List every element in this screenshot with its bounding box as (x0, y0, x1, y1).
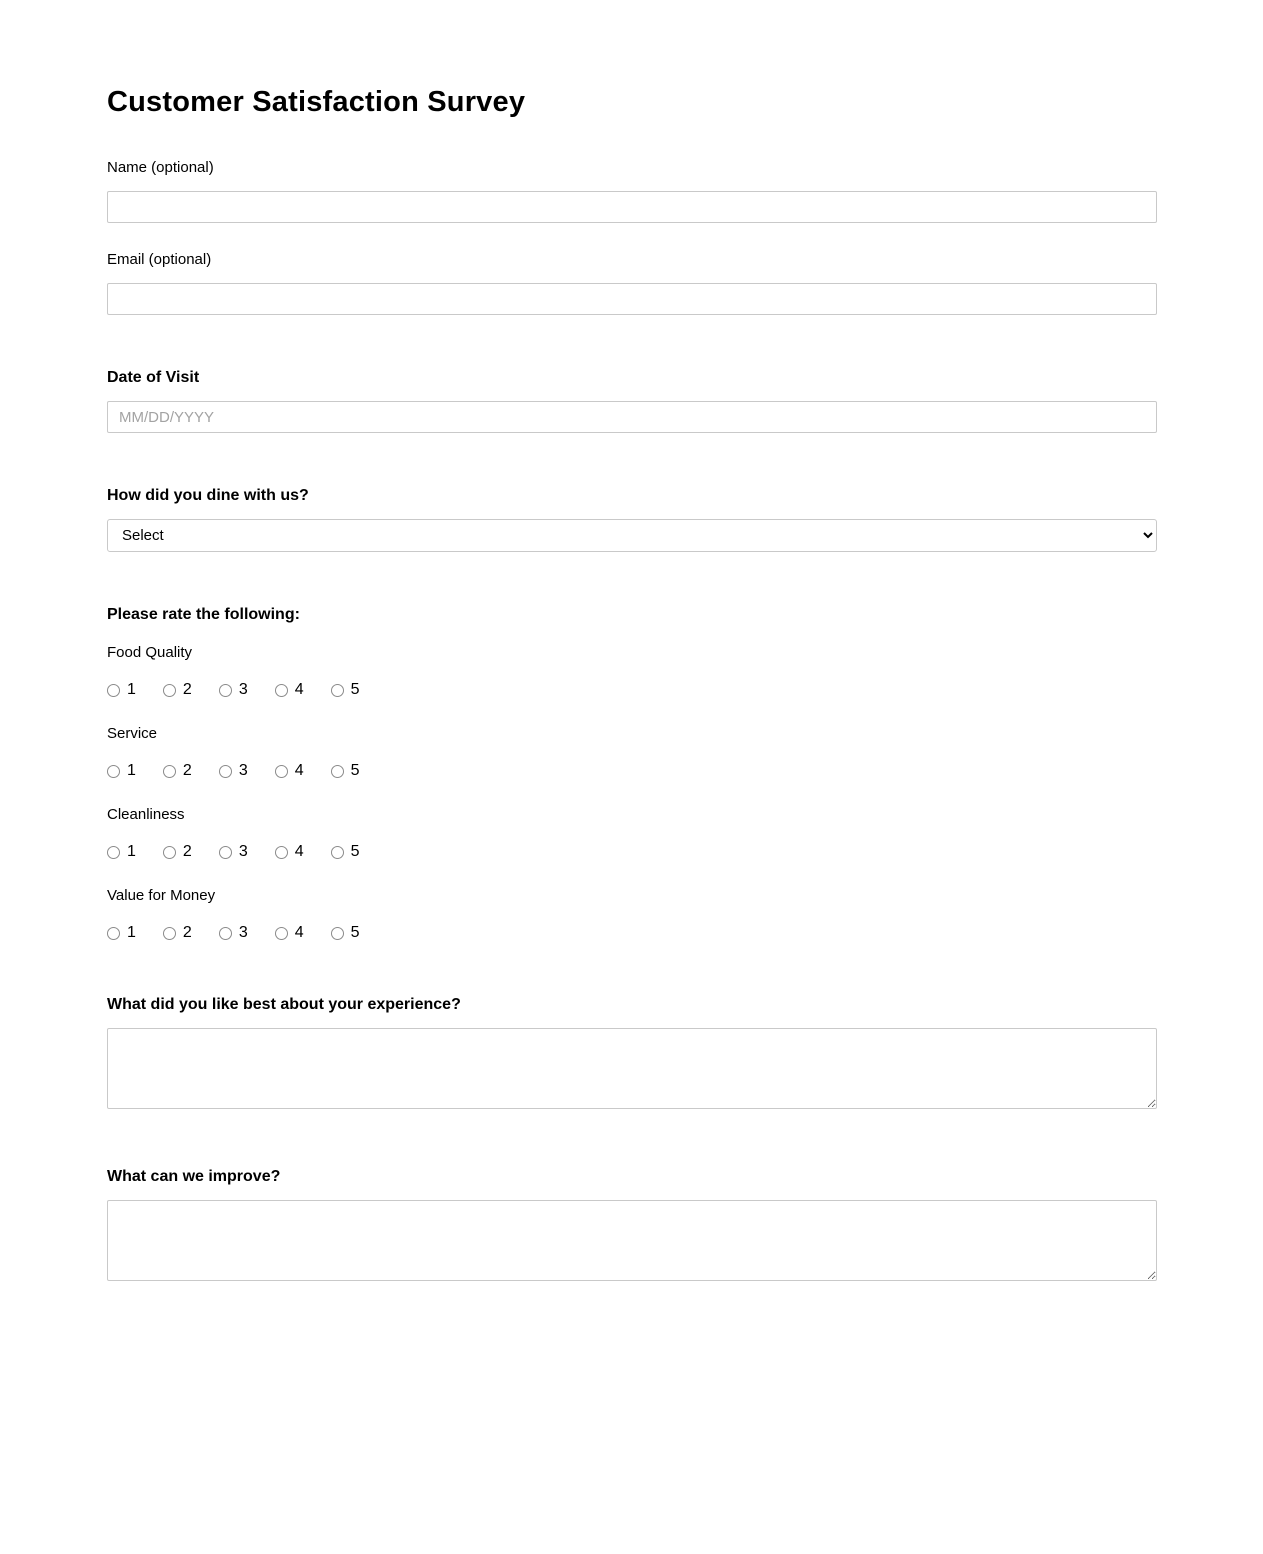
radio-label: 3 (238, 843, 248, 860)
radio-label: 2 (182, 681, 192, 698)
radio-label: 1 (127, 843, 136, 860)
rating-option[interactable] (163, 762, 192, 780)
radio-label: 1 (127, 762, 136, 779)
dine-type-label: How did you dine with us? (107, 487, 309, 504)
rating-radio-row (107, 681, 1157, 699)
rating-option[interactable] (331, 681, 360, 699)
radio-button[interactable] (331, 927, 344, 940)
ratings-section (107, 606, 1157, 942)
radio-label: 3 (238, 924, 248, 941)
radio-button[interactable] (331, 846, 344, 859)
radio-label: 5 (350, 681, 360, 698)
rating-label: Cleanliness (107, 806, 185, 823)
radio-label: 2 (182, 762, 192, 779)
radio-button[interactable] (275, 765, 288, 778)
rating-option[interactable] (107, 762, 136, 780)
rating-option[interactable] (219, 762, 248, 780)
improve-field-group (107, 1168, 1157, 1286)
rating-option[interactable] (331, 843, 360, 861)
rating-label: Service (107, 725, 158, 742)
rating-option[interactable] (107, 681, 136, 699)
liked-best-label: What did you like best about your experience? (107, 996, 461, 1013)
improve-textarea[interactable] (107, 1200, 1157, 1281)
rating-option[interactable] (219, 924, 248, 942)
radio-label: 3 (238, 762, 248, 779)
radio-button[interactable] (107, 684, 120, 697)
rating-group-service (107, 725, 1157, 780)
rating-group-value-for-money (107, 887, 1157, 942)
email-field-group (107, 251, 1157, 315)
survey-form (107, 0, 1157, 1286)
radio-button[interactable] (331, 765, 344, 778)
radio-label: 4 (294, 681, 304, 698)
rating-option[interactable] (275, 843, 304, 861)
radio-button[interactable] (107, 927, 120, 940)
rating-option[interactable] (275, 924, 304, 942)
email-input[interactable] (107, 283, 1157, 315)
liked-best-textarea[interactable] (107, 1028, 1157, 1109)
radio-label: 5 (350, 924, 360, 941)
radio-button[interactable] (275, 684, 288, 697)
dine-type-field-group (107, 487, 1157, 552)
rating-label: Value for Money (107, 887, 216, 904)
rating-label: Food Quality (107, 644, 193, 661)
dine-type-select[interactable] (107, 519, 1157, 552)
radio-label: 4 (294, 924, 304, 941)
rating-option[interactable] (331, 924, 360, 942)
radio-button[interactable] (163, 765, 176, 778)
radio-button[interactable] (331, 684, 344, 697)
radio-label: 4 (294, 843, 304, 860)
rating-option[interactable] (163, 843, 192, 861)
radio-button[interactable] (219, 684, 232, 697)
rating-option[interactable] (275, 681, 304, 699)
name-label: Name (optional) (107, 159, 214, 176)
radio-button[interactable] (219, 846, 232, 859)
radio-button[interactable] (275, 846, 288, 859)
rating-option[interactable] (107, 843, 136, 861)
date-of-visit-label: Date of Visit (107, 369, 200, 386)
page-title: Customer Satisfaction Survey (107, 86, 526, 118)
radio-button[interactable] (163, 927, 176, 940)
name-field-group (107, 159, 1157, 223)
date-of-visit-input[interactable] (107, 401, 1157, 433)
improve-label: What can we improve? (107, 1168, 281, 1185)
radio-label: 5 (350, 762, 360, 779)
rating-option[interactable] (219, 843, 248, 861)
email-label: Email (optional) (107, 251, 212, 268)
rating-radio-row (107, 843, 1157, 861)
rating-group-food-quality (107, 644, 1157, 699)
radio-label: 3 (238, 681, 248, 698)
radio-button[interactable] (219, 927, 232, 940)
rating-option[interactable] (331, 762, 360, 780)
rating-option[interactable] (163, 681, 192, 699)
radio-label: 5 (350, 843, 360, 860)
radio-button[interactable] (163, 684, 176, 697)
ratings-title: Please rate the following: (107, 606, 300, 623)
radio-button[interactable] (107, 846, 120, 859)
radio-label: 2 (182, 924, 192, 941)
rating-group-cleanliness (107, 806, 1157, 861)
liked-best-field-group (107, 996, 1157, 1114)
rating-radio-row (107, 924, 1157, 942)
radio-button[interactable] (275, 927, 288, 940)
radio-button[interactable] (163, 846, 176, 859)
rating-option[interactable] (275, 762, 304, 780)
radio-label: 2 (182, 843, 192, 860)
rating-radio-row (107, 762, 1157, 780)
radio-label: 1 (127, 924, 136, 941)
rating-option[interactable] (219, 681, 248, 699)
date-field-group (107, 369, 1157, 433)
radio-button[interactable] (219, 765, 232, 778)
rating-option[interactable] (163, 924, 192, 942)
name-input[interactable] (107, 191, 1157, 223)
rating-option[interactable] (107, 924, 136, 942)
radio-label: 1 (127, 681, 136, 698)
radio-button[interactable] (107, 765, 120, 778)
radio-label: 4 (294, 762, 304, 779)
